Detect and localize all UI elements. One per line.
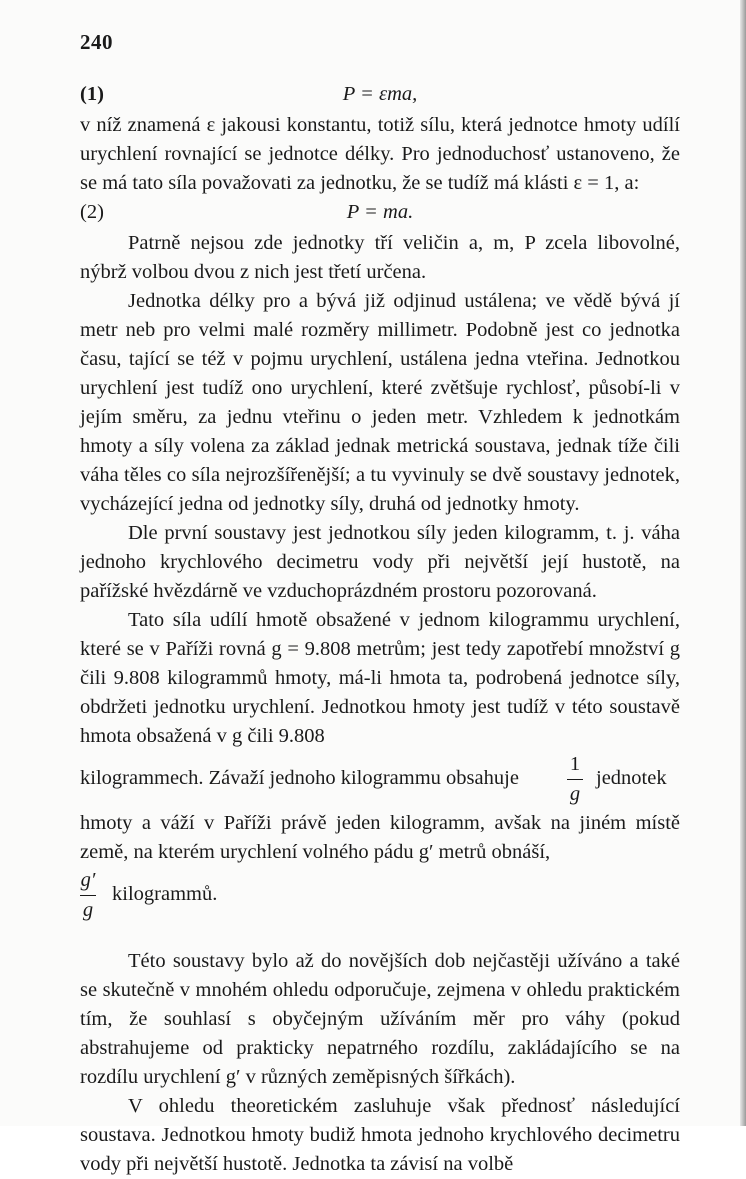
- fraction-line-1: [80, 751, 680, 809]
- paragraph-7: V ohledu theoretickém zasluhuje však přednosť následující soustava. Jednotkou hmoty budiž hmota jednoho krychlového decimetru vody při největší hustotě. Jednotka ta závisí na volbě: [80, 1095, 680, 1175]
- equation-1-number: (1): [80, 83, 104, 105]
- paragraph-5: Tato síla udílí hmotě obsažené v jednom kilogrammu urychlení, které se v Paříži rovná g = 9.808 metrům; jest tedy zapotřebí množství g čili 9.808 kilogrammů hmoty, má-li hmota ta, podrobená jednotce síly, obdržeti jednotku urychlení. Jednotkou hmoty jest tudíž v této soustavě hmota obsažená v g čili 9.808: [80, 609, 680, 747]
- fraction-2-bar: [80, 895, 96, 896]
- paragraph-4: Dle první soustavy jest jednotkou síly jeden kilogramm, t. j. váha jednoho krychlového decimetru vody při největší její hustotě, na pařížské hvězdárně ve vzduchoprázdném prostoru pozorovaná.: [80, 522, 680, 602]
- paragraph-1: v níž znamená ε jakousi konstantu, totiž sílu, která jednotce hmoty udílí urychlení rovnající se jednotce délky. Pro jednoduchosť ustanoveno, že se má tato síla považovati za jednotku, že se tudíž má klásti ε = 1, a:: [80, 114, 680, 194]
- fraction-2-numerator: g′: [80, 869, 96, 891]
- fraction-line-2-after: kilogrammů.: [112, 883, 218, 905]
- paragraph-2: Patrně nejsou zde jednotky tří veličin a, m, P zcela libovolné, nýbrž volbou dvou z nich jest třetí určena.: [80, 232, 680, 283]
- paragraph-3: Jednotka délky pro a bývá již odjinud ustálena; ve vědě bývá jí metr neb pro velmi malé rozměry millimetr. Podobně jest co jednotka času, tající se též v pojmu urychlení, ustálena jedna vteřina. Jednotkou urychlení jest tudíž ono urychlení, které zvětšuje rychlosť, působí-li v jejím směru, za jednu vteřinu o jeden metr. Vzhledem k jednotkám hmoty a síly volena za základ jednak metrická soustava, jednak tíže čili váha těles co síla nejrozšířenější; a tu vyvinuly se dvě soustavy jednotek, vycházející jedna od jednotky síly, druhá od jednotky hmoty.: [80, 290, 680, 515]
- fraction-1-over-g: [565, 751, 585, 808]
- fraction-line-1-before: kilogrammech. Závaží jednoho kilogrammu obsahuje: [80, 767, 519, 789]
- equation-2-number: (2): [80, 201, 104, 223]
- paragraph-5-continued: hmoty a váží v Paříži právě jeden kilogramm, avšak na jiném místě země, na kterém urychlení volného pádu g′ metrů obnáší,: [80, 812, 680, 863]
- equation-1: [80, 80, 680, 111]
- equation-2: [80, 198, 680, 229]
- paragraph-gap: [80, 925, 680, 947]
- page-edge-shadow: [740, 0, 746, 1126]
- fraction-1-numerator: 1: [569, 753, 581, 775]
- fraction-2-denominator: g: [82, 899, 94, 921]
- equation-1-expression: P = εma,: [342, 83, 418, 105]
- page-number: 240: [80, 30, 113, 54]
- fraction-g-prime-over-g: [78, 867, 98, 924]
- fraction-1-bar: [567, 779, 583, 780]
- equation-2-expression: P = ma.: [346, 201, 414, 223]
- body-text: [80, 80, 680, 1179]
- paragraph-6: Této soustavy bylo až do novějších dob nejčastěji užíváno a také se skutečně v mnohém ohledu odporučuje, zejmena v ohledu praktickém tím, že souhlasí s obyčejným užíváním měr pro váhy (pokud abstrahujeme od prakticky nepatrného rozdílu, zakládajícího se na rozdílu urychlení g′ v různých zeměpisných šířkách).: [80, 950, 680, 1088]
- fraction-line-1-after: jednotek: [596, 767, 667, 789]
- fraction-1-denominator: g: [569, 783, 581, 805]
- fraction-line-2: [80, 867, 680, 925]
